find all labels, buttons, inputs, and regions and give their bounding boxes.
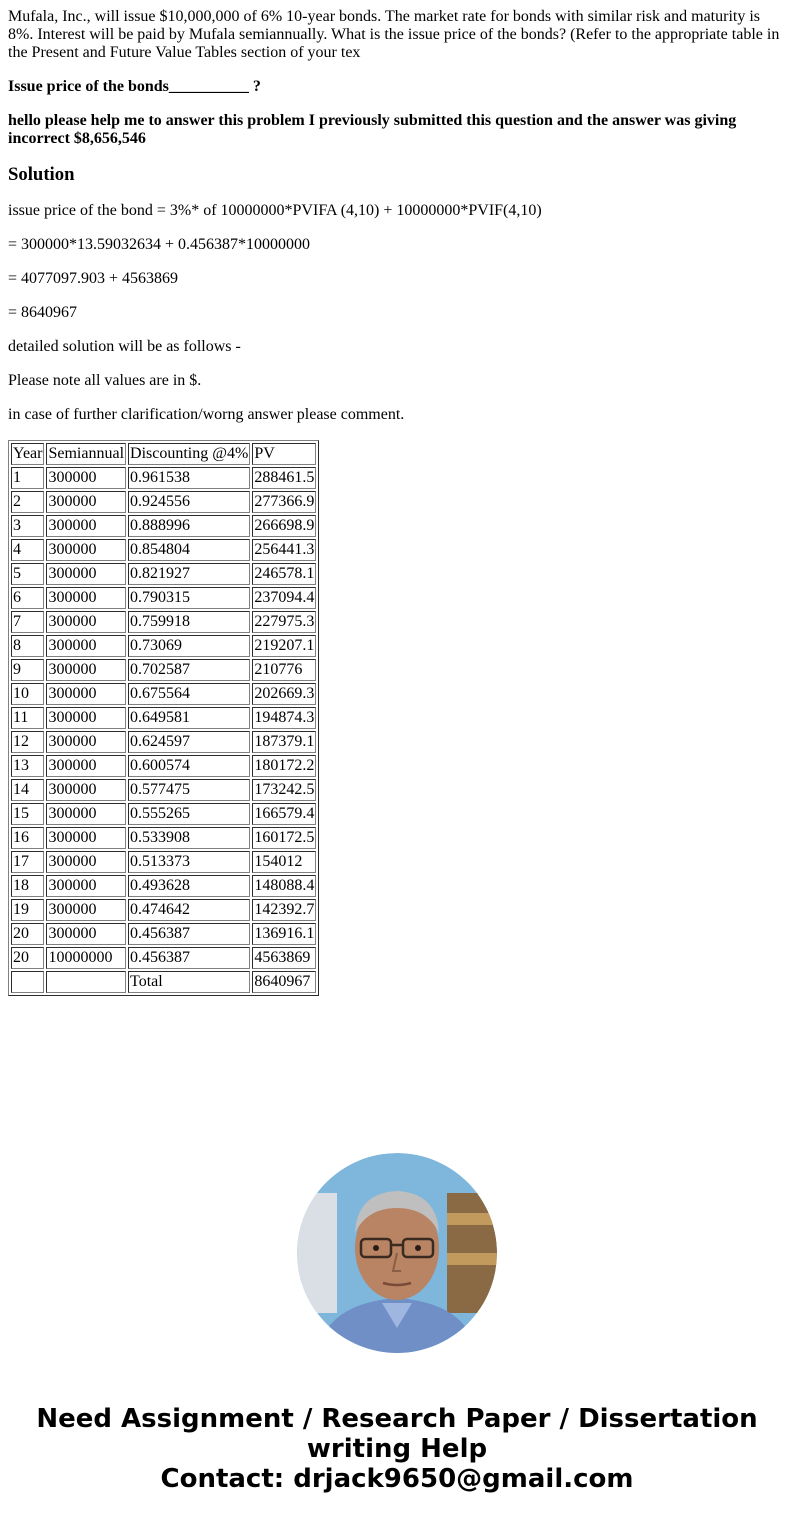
solution-line: = 300000*13.59032634 + 0.456387*10000000 bbox=[8, 236, 311, 253]
cell-semiannual: 300000 bbox=[46, 875, 126, 897]
cell-pv: 210776 bbox=[252, 659, 316, 681]
cell-semiannual: 300000 bbox=[46, 515, 126, 537]
cell-discounting: 0.675564 bbox=[128, 683, 250, 705]
cell-year: 13 bbox=[11, 755, 44, 777]
cell-pv: 256441.3 bbox=[252, 539, 316, 561]
cell-discounting: Total bbox=[128, 971, 250, 993]
cell-discounting: 0.961538 bbox=[128, 467, 250, 489]
table-row bbox=[11, 923, 316, 945]
table-row bbox=[11, 947, 316, 969]
table-row bbox=[11, 731, 316, 753]
cell-year: 20 bbox=[11, 947, 44, 969]
cell-year: 5 bbox=[11, 563, 44, 585]
cell-discounting: 0.649581 bbox=[128, 707, 250, 729]
avatar-portrait-icon bbox=[297, 1153, 497, 1353]
cell-discounting: 0.854804 bbox=[128, 539, 250, 561]
table-row bbox=[11, 899, 316, 921]
cell-pv: 202669.3 bbox=[252, 683, 316, 705]
cell-year: 3 bbox=[11, 515, 44, 537]
question-note: hello please help me to answer this problem I previously submitted this question and the answer was giving incorrect $8,656,546 bbox=[8, 112, 737, 147]
cell-discounting: 0.759918 bbox=[128, 611, 250, 633]
table-row bbox=[11, 875, 316, 897]
table-row bbox=[11, 635, 316, 657]
cell-year bbox=[11, 971, 44, 993]
cell-discounting: 0.600574 bbox=[128, 755, 250, 777]
cell-pv: 237094.4 bbox=[252, 587, 316, 609]
promo-avatar-block bbox=[0, 1153, 794, 1353]
pv-table bbox=[8, 440, 319, 996]
cell-semiannual: 300000 bbox=[46, 779, 126, 801]
cell-semiannual: 300000 bbox=[46, 731, 126, 753]
cell-pv: 160172.5 bbox=[252, 827, 316, 849]
question-text: Mufala, Inc., will issue $10,000,000 of 6% 10-year bonds. The market rate for bonds with similar risk and maturity is 8%. Interest will be paid by Mufala semiannually. What is the issue price of the bonds? (Refer to the appropriate table in the Present and Future Value Tables section of your tex bbox=[8, 8, 780, 61]
cell-discounting: 0.533908 bbox=[128, 827, 250, 849]
cell-year: 8 bbox=[11, 635, 44, 657]
cell-year: 9 bbox=[11, 659, 44, 681]
cell-pv: 8640967 bbox=[252, 971, 316, 993]
promo-line-2: writing Help bbox=[306, 1434, 488, 1464]
cell-semiannual: 300000 bbox=[46, 707, 126, 729]
cell-pv: 194874.3 bbox=[252, 707, 316, 729]
header-cell-pv: PV bbox=[252, 443, 316, 465]
cell-pv: 288461.5 bbox=[252, 467, 316, 489]
cell-discounting: 0.821927 bbox=[128, 563, 250, 585]
cell-year: 10 bbox=[11, 683, 44, 705]
cell-semiannual: 300000 bbox=[46, 491, 126, 513]
promo-line-3: Contact: drjack9650@gmail.com bbox=[160, 1464, 634, 1494]
cell-semiannual: 300000 bbox=[46, 851, 126, 873]
cell-discounting: 0.456387 bbox=[128, 923, 250, 945]
header-cell-discounting: Discounting @4% bbox=[128, 443, 250, 465]
cell-semiannual: 10000000 bbox=[46, 947, 126, 969]
cell-year: 16 bbox=[11, 827, 44, 849]
cell-semiannual: 300000 bbox=[46, 659, 126, 681]
header-cell-year: Year bbox=[11, 443, 44, 465]
promo-line-1: Need Assignment / Research Paper / Dissertation bbox=[36, 1404, 758, 1434]
cell-year: 4 bbox=[11, 539, 44, 561]
cell-semiannual: 300000 bbox=[46, 683, 126, 705]
table-row bbox=[11, 491, 316, 513]
cell-year: 15 bbox=[11, 803, 44, 825]
solution-line: = 4077097.903 + 4563869 bbox=[8, 270, 179, 287]
table-row bbox=[11, 659, 316, 681]
cell-discounting: 0.456387 bbox=[128, 947, 250, 969]
solution-line: in case of further clarification/worng answer please comment. bbox=[8, 406, 405, 423]
cell-semiannual: 300000 bbox=[46, 467, 126, 489]
cell-semiannual: 300000 bbox=[46, 587, 126, 609]
cell-pv: 148088.4 bbox=[252, 875, 316, 897]
cell-year: 7 bbox=[11, 611, 44, 633]
cell-semiannual: 300000 bbox=[46, 563, 126, 585]
table-row bbox=[11, 803, 316, 825]
cell-pv: 246578.1 bbox=[252, 563, 316, 585]
table-row bbox=[11, 539, 316, 561]
cell-pv: 136916.1 bbox=[252, 923, 316, 945]
cell-discounting: 0.702587 bbox=[128, 659, 250, 681]
solution-heading: Solution bbox=[8, 164, 75, 185]
cell-discounting: 0.577475 bbox=[128, 779, 250, 801]
cell-discounting: 0.624597 bbox=[128, 731, 250, 753]
cell-discounting: 0.888996 bbox=[128, 515, 250, 537]
table-row bbox=[11, 587, 316, 609]
cell-discounting: 0.493628 bbox=[128, 875, 250, 897]
cell-semiannual: 300000 bbox=[46, 539, 126, 561]
table-header-row bbox=[11, 443, 316, 465]
cell-semiannual: 300000 bbox=[46, 803, 126, 825]
cell-semiannual bbox=[46, 971, 126, 993]
cell-pv: 173242.5 bbox=[252, 779, 316, 801]
cell-year: 6 bbox=[11, 587, 44, 609]
table-row bbox=[11, 851, 316, 873]
cell-pv: 219207.1 bbox=[252, 635, 316, 657]
cell-pv: 4563869 bbox=[252, 947, 316, 969]
cell-semiannual: 300000 bbox=[46, 635, 126, 657]
cell-discounting: 0.73069 bbox=[128, 635, 250, 657]
solution-line: Please note all values are in $. bbox=[8, 372, 202, 389]
cell-pv: 154012 bbox=[252, 851, 316, 873]
cell-year: 14 bbox=[11, 779, 44, 801]
cell-pv: 142392.7 bbox=[252, 899, 316, 921]
avatar bbox=[297, 1153, 497, 1353]
table-row bbox=[11, 707, 316, 729]
promo-text bbox=[0, 1404, 794, 1494]
cell-semiannual: 300000 bbox=[46, 923, 126, 945]
table-row bbox=[11, 779, 316, 801]
cell-discounting: 0.924556 bbox=[128, 491, 250, 513]
table-row bbox=[11, 683, 316, 705]
table-row bbox=[11, 563, 316, 585]
solution-line: detailed solution will be as follows - bbox=[8, 338, 241, 355]
question-prompt: Issue price of the bonds__________ ? bbox=[8, 78, 261, 95]
solution-line: = 8640967 bbox=[8, 304, 78, 321]
cell-semiannual: 300000 bbox=[46, 827, 126, 849]
cell-pv: 180172.2 bbox=[252, 755, 316, 777]
cell-discounting: 0.790315 bbox=[128, 587, 250, 609]
cell-pv: 266698.9 bbox=[252, 515, 316, 537]
table-row bbox=[11, 827, 316, 849]
cell-pv: 227975.3 bbox=[252, 611, 316, 633]
cell-pv: 277366.9 bbox=[252, 491, 316, 513]
table-row bbox=[11, 515, 316, 537]
cell-year: 17 bbox=[11, 851, 44, 873]
cell-year: 12 bbox=[11, 731, 44, 753]
cell-semiannual: 300000 bbox=[46, 899, 126, 921]
cell-pv: 187379.1 bbox=[252, 731, 316, 753]
table-row bbox=[11, 971, 316, 993]
header-cell-semiannual: Semiannual bbox=[46, 443, 126, 465]
cell-semiannual: 300000 bbox=[46, 755, 126, 777]
cell-semiannual: 300000 bbox=[46, 611, 126, 633]
cell-pv: 166579.4 bbox=[252, 803, 316, 825]
cell-year: 1 bbox=[11, 467, 44, 489]
cell-year: 18 bbox=[11, 875, 44, 897]
solution-line: issue price of the bond = 3%* of 10000000*PVIFA (4,10) + 10000000*PVIF(4,10) bbox=[8, 202, 542, 219]
cell-discounting: 0.555265 bbox=[128, 803, 250, 825]
cell-year: 19 bbox=[11, 899, 44, 921]
table-row bbox=[11, 755, 316, 777]
cell-year: 11 bbox=[11, 707, 44, 729]
cell-discounting: 0.513373 bbox=[128, 851, 250, 873]
table-row bbox=[11, 611, 316, 633]
cell-year: 20 bbox=[11, 923, 44, 945]
table-row bbox=[11, 467, 316, 489]
cell-year: 2 bbox=[11, 491, 44, 513]
cell-discounting: 0.474642 bbox=[128, 899, 250, 921]
